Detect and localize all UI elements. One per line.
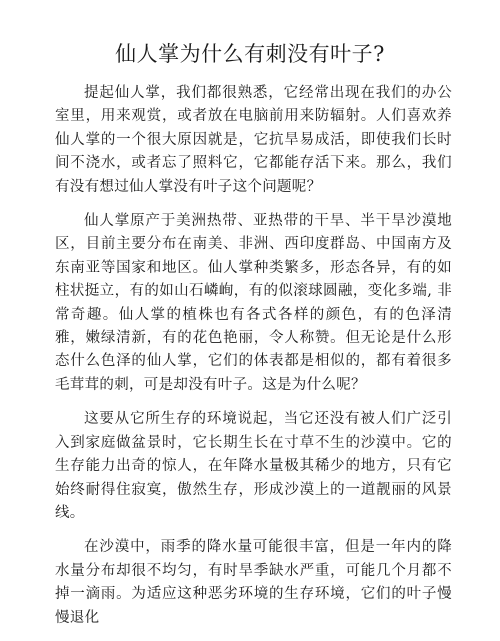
paragraph-2: 仙人掌原产于美洲热带、亚热带的干旱、半干旱沙漠地 区，目前主要分布在南美、非洲、西印度群岛、中国南方及 东南亚等国家和地区。仙人掌种类繁多，形态各异，有的如 柱状挺立，有的如山石嶙峋，有的似滚球圆融，变化多端, 非常奇趣。仙人掌的植株也有各式各样的颜色，有的色泽清 雅，嫩绿清新，有的花色艳丽，令人称赞。但无论是什么形 态什么色泽的仙人掌，它们的体表都是相似的，都有着很多 毛茸茸的刺，可是却没有叶子。这是为什么呢？: [55, 213, 452, 393]
paragraph-3: 这要从它所生存的环境说起，当它还没有被人们广泛引 入到家庭做盆景时，它长期生长在寸草不生的沙漠中。它的 生存能力出奇的惊人，在年降水量极其稀少的地方，只有它 始终耐得住寂寞，傲然生存，形成沙漠上的一道靓丽的风景 线。: [55, 411, 452, 521]
article-body: [55, 82, 452, 641]
paragraph-4: 在沙漠中，雨季的降水量可能很丰富，但是一年内的降 水量分布却很不均匀，有时旱季缺水严重，可能几个月都不 掉一滴雨。为适应这种恶劣环境的生存环境，它们的叶子慢慢退化: [55, 539, 452, 626]
page-title: 仙人掌为什么有刺没有叶子?: [115, 42, 385, 66]
paragraph-1: 提起仙人掌，我们都很熟悉，它经常出现在我们的办公 室里，用来观赏，或者放在电脑前用来防辐射。人们喜欢养 仙人掌的一个很大原因就是，它抗旱易成活，即使我们长时 间不浇水，或者忘了照料它，它都能存活下来。那么，我们 有没有想过仙人掌没有叶子这个问题呢？: [55, 85, 452, 195]
